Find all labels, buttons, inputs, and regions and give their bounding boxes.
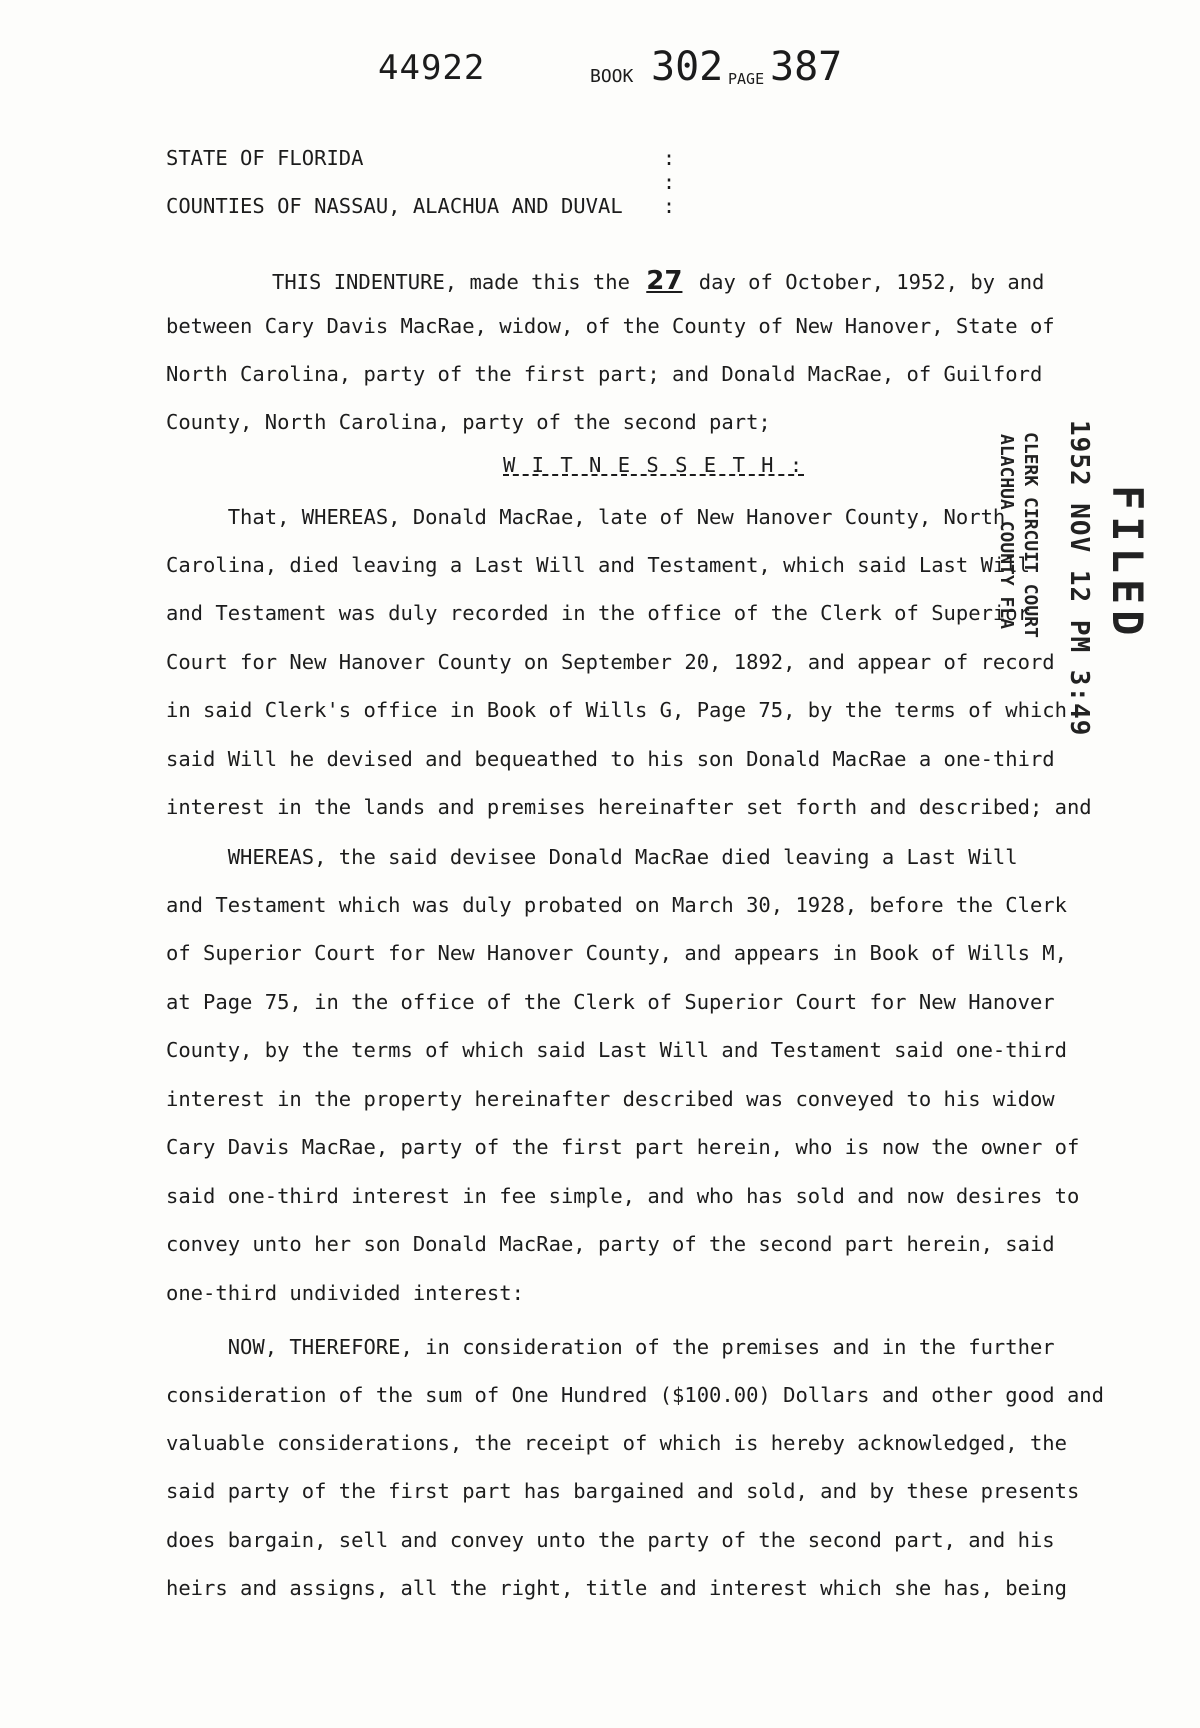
- caption-counties: COUNTIES OF NASSAU, ALACHUA AND DUVAL: [166, 194, 623, 218]
- text-line: of Superior Court for New Hanover County, and appears in Book of Wills M,: [166, 941, 1067, 965]
- text-line: North Carolina, party of the first part; and Donald MacRae, of Guilford: [166, 362, 1043, 386]
- text-line: interest in the lands and premises hereinafter set forth and described; and: [166, 795, 1092, 819]
- witnesseth-heading: W I T N E S S E T H :: [503, 453, 805, 477]
- text-line: and Testament was duly recorded in the office of the Clerk of Superior: [166, 601, 1030, 625]
- text-line: County, North Carolina, party of the second part;: [166, 410, 771, 434]
- text-line: one-third undivided interest:: [166, 1281, 524, 1305]
- text-line: Court for New Hanover County on September 20, 1892, and appear of record: [166, 650, 1055, 674]
- indenture-prefix: THIS INDENTURE, made this the: [272, 270, 643, 294]
- text-line: Carolina, died leaving a Last Will and Testament, which said Last Will: [166, 553, 1030, 577]
- stamp-filed: FILED: [1103, 485, 1152, 642]
- text-line: said Will he devised and bequeathed to his son Donald MacRae a one-third: [166, 747, 1055, 771]
- filed-stamp: [968, 420, 1152, 737]
- text-line: between Cary Davis MacRae, widow, of the County of New Hanover, State of: [166, 314, 1055, 338]
- text-line: heirs and assigns, all the right, title and interest which she has, being: [166, 1576, 1067, 1600]
- text-line: WHEREAS, the said devisee Donald MacRae died leaving a Last Will: [166, 845, 1018, 869]
- text-line: in said Clerk's office in Book of Wills G, Page 75, by the terms of which: [166, 698, 1067, 722]
- text-line: interest in the property hereinafter described was conveyed to his widow: [166, 1087, 1055, 1111]
- handwritten-day: 27: [646, 266, 683, 296]
- text-line: NOW, THEREFORE, in consideration of the premises and in the further: [166, 1335, 1055, 1359]
- text-line: Cary Davis MacRae, party of the first part herein, who is now the owner of: [166, 1135, 1080, 1159]
- stamp-clerk: CLERK CIRCUIT COURT: [1020, 432, 1041, 638]
- book-label: BOOK: [590, 66, 634, 87]
- text-line: said party of the first part has bargained and sold, and by these presents: [166, 1479, 1080, 1503]
- text-line: at Page 75, in the office of the Clerk of Superior Court for New Hanover: [166, 990, 1055, 1014]
- book-number: 302: [651, 44, 724, 90]
- text-line: and Testament which was duly probated on March 30, 1928, before the Clerk: [166, 893, 1067, 917]
- caption-colon: :: [663, 170, 676, 194]
- text-line: convey unto her son Donald MacRae, party of the second part herein, said: [166, 1232, 1055, 1256]
- caption-state: STATE OF FLORIDA: [166, 146, 364, 170]
- text-line: does bargain, sell and convey unto the party of the second part, and his: [166, 1528, 1055, 1552]
- text-line: County, by the terms of which said Last Will and Testament said one-third: [166, 1038, 1067, 1062]
- text-line: said one-third interest in fee simple, and who has sold and now desires to: [166, 1184, 1080, 1208]
- stamp-county: ALACHUA COUNTY FLA: [996, 434, 1017, 630]
- caption-colon: :: [663, 194, 676, 218]
- caption-colon: :: [663, 146, 676, 170]
- document-number: 44922: [378, 48, 486, 88]
- text-line: That, WHEREAS, Donald MacRae, late of New Hanover County, North: [166, 505, 1006, 529]
- indenture-opening-line: [272, 266, 1044, 296]
- page-label: PAGE: [728, 70, 765, 88]
- indenture-suffix: day of October, 1952, by and: [686, 270, 1045, 294]
- text-line: consideration of the sum of One Hundred ($100.00) Dollars and other good and: [166, 1383, 1104, 1407]
- page-number: 387: [770, 44, 843, 90]
- text-line: valuable considerations, the receipt of which is hereby acknowledged, the: [166, 1431, 1067, 1455]
- stamp-date: 1952 NOV 12 PM 3:49: [1064, 420, 1094, 737]
